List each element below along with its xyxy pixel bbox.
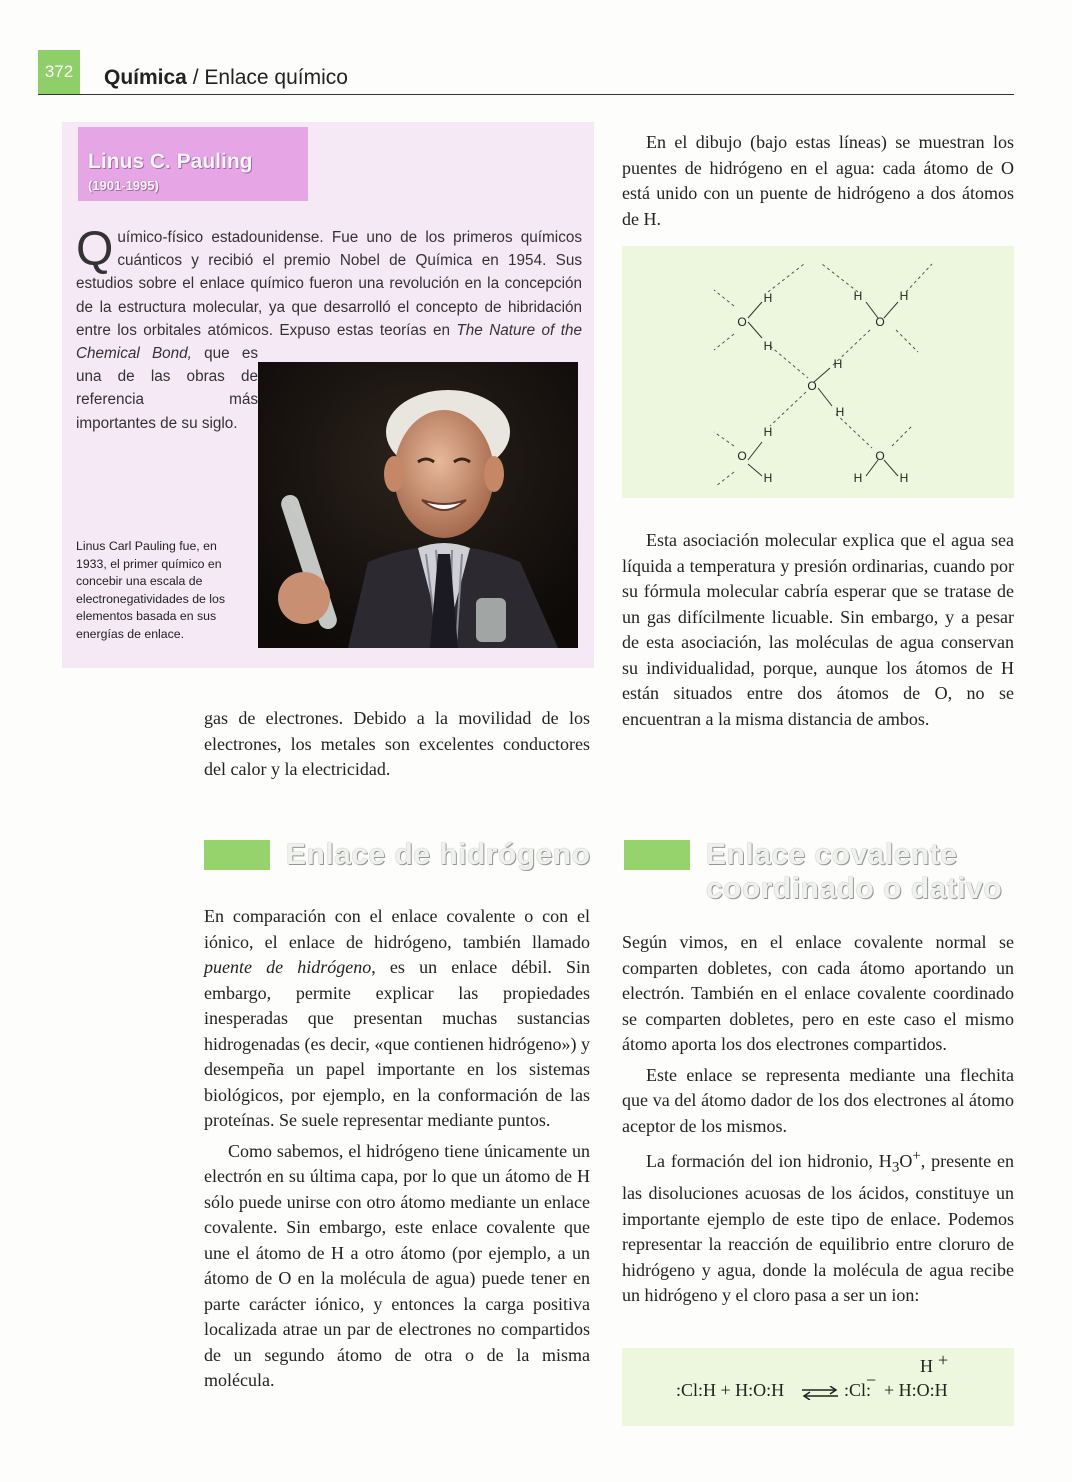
drop-cap: Q <box>76 223 114 276</box>
biography-text-part1: uímico-físico estadounidense. Fue uno de los primeros químicos cuánticos y recibió el premio Nobel de Química en 1954. Sus estudios sobre el enlace químico fueron una revolución en la concepción de la estructura molecular, ya que desarrolló el concepto de hibridación entre los orbitales atómicos. Expuso estas teorías en <box>76 229 582 339</box>
hydrogen-label: H <box>763 291 773 305</box>
formula-reactants: :Cl:H + H:O:H <box>676 1380 785 1400</box>
hydrogen-label: H <box>853 471 863 485</box>
oxygen-label: O <box>875 449 885 463</box>
biography-name: Linus C. Pauling <box>88 150 253 173</box>
formula-plus-charge: + <box>938 1350 949 1370</box>
hydrogen-bond-text <box>204 904 590 1394</box>
biography-dates: (1901-1995) <box>88 178 159 193</box>
header-rule <box>38 94 1014 95</box>
section-title-coordinate-bond-1: Enlace covalente <box>706 838 958 871</box>
hydrogen-label: H <box>853 289 863 303</box>
section-title-coordinate-bond-2: coordinado o dativo <box>706 872 1003 905</box>
formula-chloride: :Cl: <box>844 1380 872 1400</box>
paragraph: Según vimos, en el enlace covalente normal se comparten dobletes, con cada átomo aportando un electrón. También en el enlace covalente coordinado se comparten dobletes, pero en este caso el mismo átomo aporta los dos electrones compartidos. <box>622 932 1014 1054</box>
hydrogen-label: H <box>835 405 845 419</box>
section-marker <box>204 840 270 870</box>
photo-caption: Linus Carl Pauling fue, en 1933, el primer químico en concebir una escala de electronegatividades de los elementos basada en sus energías de enlace. <box>76 539 226 641</box>
equilibrium-arrow-icon <box>800 1386 840 1400</box>
paragraph: Como sabemos, el hidrógeno tiene únicamente un electrón en su última capa, por lo que un átomo de H sólo puede unirse con otro átomo mediante un enlace covalente. Sin embargo, este enlace covalente que une el átomo de H a otro átomo (por ejemplo, a un átomo de O en la molécula de agua) puede tener en parte carácter iónico, y entonces la carga positiva localizada atrae un par de electrones no compartidos de un segundo átomo de otra o de la misma molécula. <box>204 1140 590 1390</box>
hydrogen-label: H <box>833 357 843 371</box>
paragraph: Esta asociación molecular explica que el agua sea líquida a temperatura y presión ordinarias, cuando por su fórmula molecular cabría esperar que se tratase de un gas difícilmente licuable. Sin embargo, y a pesar de esta asociación, las moléculas de agua conservan su individualidad, porque, aunque los átomos de H están situados entre dos átomos de O, no se encuentran a la misma distancia de ambos. <box>622 530 1014 729</box>
oxygen-label: O <box>807 379 817 393</box>
formula-hydronium: + H:O:H <box>884 1380 948 1400</box>
header-subject: Química <box>104 66 187 89</box>
page-number: 372 <box>38 50 80 94</box>
hydronium-reaction-formula <box>622 1348 1014 1426</box>
hydrogen-label: H <box>899 289 909 303</box>
oxygen-label: O <box>737 315 747 329</box>
formula-top-h: H <box>920 1356 933 1376</box>
book-title: The Nature of the Chemical Bond, <box>76 321 582 363</box>
section-title-hydrogen-bond: Enlace de hidrógeno <box>286 838 591 871</box>
paragraph: Este enlace se representa mediante una flechita que va del átomo dador de los dos electrones al átomo aceptor de los mismos. <box>622 1064 1014 1136</box>
metals-continuation <box>204 706 590 783</box>
paragraph: En el dibujo (bajo estas líneas) se muestran los puentes de hidrógeno en el agua: cada átomo de O está unido con un puente de hidrógeno a dos átomos de H. <box>622 132 1014 229</box>
emphasis-term: puente de hidrógeno <box>204 957 372 977</box>
oxygen-label: O <box>875 315 885 329</box>
formula-minus-charge: − <box>866 1370 877 1390</box>
biography-text-part2: que es una de las obras de referencia más importantes de su siglo. <box>76 345 259 432</box>
running-header <box>104 66 348 90</box>
oxygen-label: O <box>737 449 747 463</box>
diagram-intro <box>622 130 1014 232</box>
hydrogen-label: H <box>763 339 773 353</box>
pauling-photo <box>258 362 578 648</box>
hydrogen-label: H <box>763 425 773 439</box>
paragraph: La formación del ion hidronio, $H_3O^+$, presente en las disoluciones acuosas de los ácidos, constituye un importante ejemplo de este tipo de enlace. Podemos representar la reacción de equilibrio entre cloruro de hidrógeno y agua, donde la molécula de agua recibe un hidrógeno y el cloro pasa a ser un ion: <box>622 1148 1014 1306</box>
water-hydrogen-bond-diagram <box>622 246 1014 498</box>
paragraph: En comparación con el enlace covalente o con el iónico, el enlace de hidrógeno, también llamado puente de hidrógeno, es un enlace débil. Sin embargo, permite explicar las propiedades inesperadas que presentan muchas sustancias hidrogenadas (es decir, «que contienen hidrógeno») y desempeña un papel importante en los sistemas biológicos, por ejemplo, en la conformación de las proteínas. Se suele representar mediante puntos. <box>204 906 590 1130</box>
header-chapter: / Enlace químico <box>186 66 348 89</box>
paragraph: gas de electrones. Debido a la movilidad de los electrones, los metales son excelentes conductores del calor y la electricidad. <box>204 708 590 779</box>
section-marker <box>624 840 690 870</box>
coordinate-bond-text <box>622 930 1014 1309</box>
association-text <box>622 528 1014 732</box>
hydrogen-label: H <box>899 471 909 485</box>
hydrogen-label: H <box>763 471 773 485</box>
